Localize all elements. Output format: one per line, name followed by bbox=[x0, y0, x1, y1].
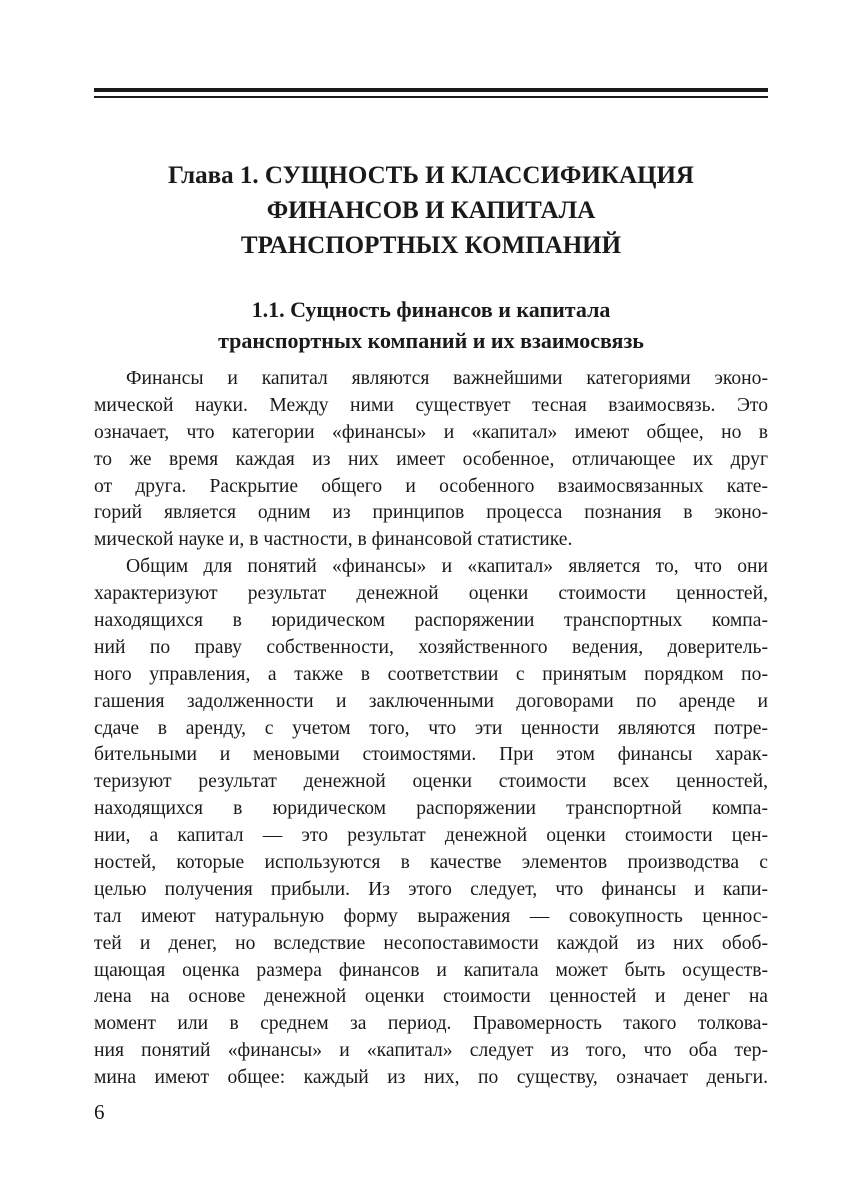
text-line: нии, а капитал — это результат денежной оценки стоимости цен- bbox=[94, 825, 768, 847]
text-line: ний по праву собственности, хозяйственного ведения, доверитель- bbox=[94, 636, 768, 658]
text-line: целью получения прибыли. Из этого следует, что финансы и капи- bbox=[94, 878, 768, 900]
text-line: бительными и меновыми стоимостями. При этом финансы харак- bbox=[94, 744, 768, 766]
chapter-title-line: ФИНАНСОВ И КАПИТАЛА bbox=[266, 197, 596, 224]
text-line: характеризуют результат денежной оценки стоимости ценностей, bbox=[94, 583, 768, 605]
text-line: момент или в среднем за период. Правомерность такого толкова- bbox=[94, 1013, 768, 1035]
page-number: 6 bbox=[94, 1100, 105, 1124]
text-line: мической науке и, в частности, в финансовой статистике. bbox=[94, 529, 573, 551]
text-line: находящихся в юридическом распоряжении транспортных компа- bbox=[94, 610, 768, 632]
text-line: ностей, которые используются в качестве элементов производства с bbox=[94, 852, 768, 874]
section-title-line: транспортных компаний и их взаимосвязь bbox=[218, 328, 644, 353]
text-line: теризуют результат денежной оценки стоимости всех ценностей, bbox=[94, 771, 768, 793]
header-rule-thick bbox=[94, 88, 768, 92]
chapter-title-line: ТРАНСПОРТНЫХ КОМПАНИЙ bbox=[240, 232, 622, 259]
chapter-title-line: Глава 1. СУЩНОСТЬ И КЛАССИФИКАЦИЯ bbox=[168, 162, 694, 189]
paragraph-1 bbox=[94, 366, 768, 554]
text-line: Финансы и капитал являются важнейшими категориями эконо- bbox=[126, 368, 768, 389]
text-line: мина имеют общее: каждый из них, по существу, означает деньги. bbox=[94, 1067, 768, 1089]
body-text bbox=[94, 366, 768, 1092]
text-line: лена на основе денежной оценки стоимости ценностей и денег на bbox=[94, 986, 768, 1008]
text-line: означает, что категории «финансы» и «капитал» имеют общее, но в bbox=[94, 421, 768, 443]
chapter-title bbox=[94, 158, 768, 263]
text-line: мической науки. Между ними существует тесная взаимосвязь. Это bbox=[94, 394, 768, 416]
text-line: то же время каждая из них имеет особенное, отличающее их друг bbox=[94, 448, 768, 470]
section-title bbox=[94, 294, 768, 356]
text-line: сдаче в аренду, с учетом того, что эти ценности являются потре- bbox=[94, 717, 768, 739]
paragraph-2 bbox=[94, 554, 768, 1092]
text-line: щающая оценка размера финансов и капитала может быть осуществ- bbox=[94, 959, 768, 981]
text-line: горий является одним из принципов процесса познания в эконо- bbox=[94, 502, 768, 524]
text-line: Общим для понятий «финансы» и «капитал» является то, что они bbox=[126, 556, 768, 578]
header-rule-thin bbox=[94, 96, 768, 98]
text-line: тал имеют натуральную форму выражения — совокупность ценнос- bbox=[94, 905, 768, 927]
text-line: находящихся в юридическом распоряжении транспортной компа- bbox=[94, 798, 768, 820]
text-line: тей и денег, но вследствие несопоставимости каждой из них обоб- bbox=[94, 932, 768, 954]
text-line: ного управления, а также в соответствии с принятым порядком по- bbox=[94, 663, 768, 685]
text-line: от друга. Раскрытие общего и особенного взаимосвязанных кате- bbox=[94, 475, 768, 497]
text-line: ния понятий «финансы» и «капитал» следует из того, что оба тер- bbox=[94, 1040, 768, 1062]
section-title-line: 1.1. Сущность финансов и капитала bbox=[251, 297, 611, 322]
text-line: гашения задолженности и заключенными договорами по аренде и bbox=[94, 690, 768, 712]
